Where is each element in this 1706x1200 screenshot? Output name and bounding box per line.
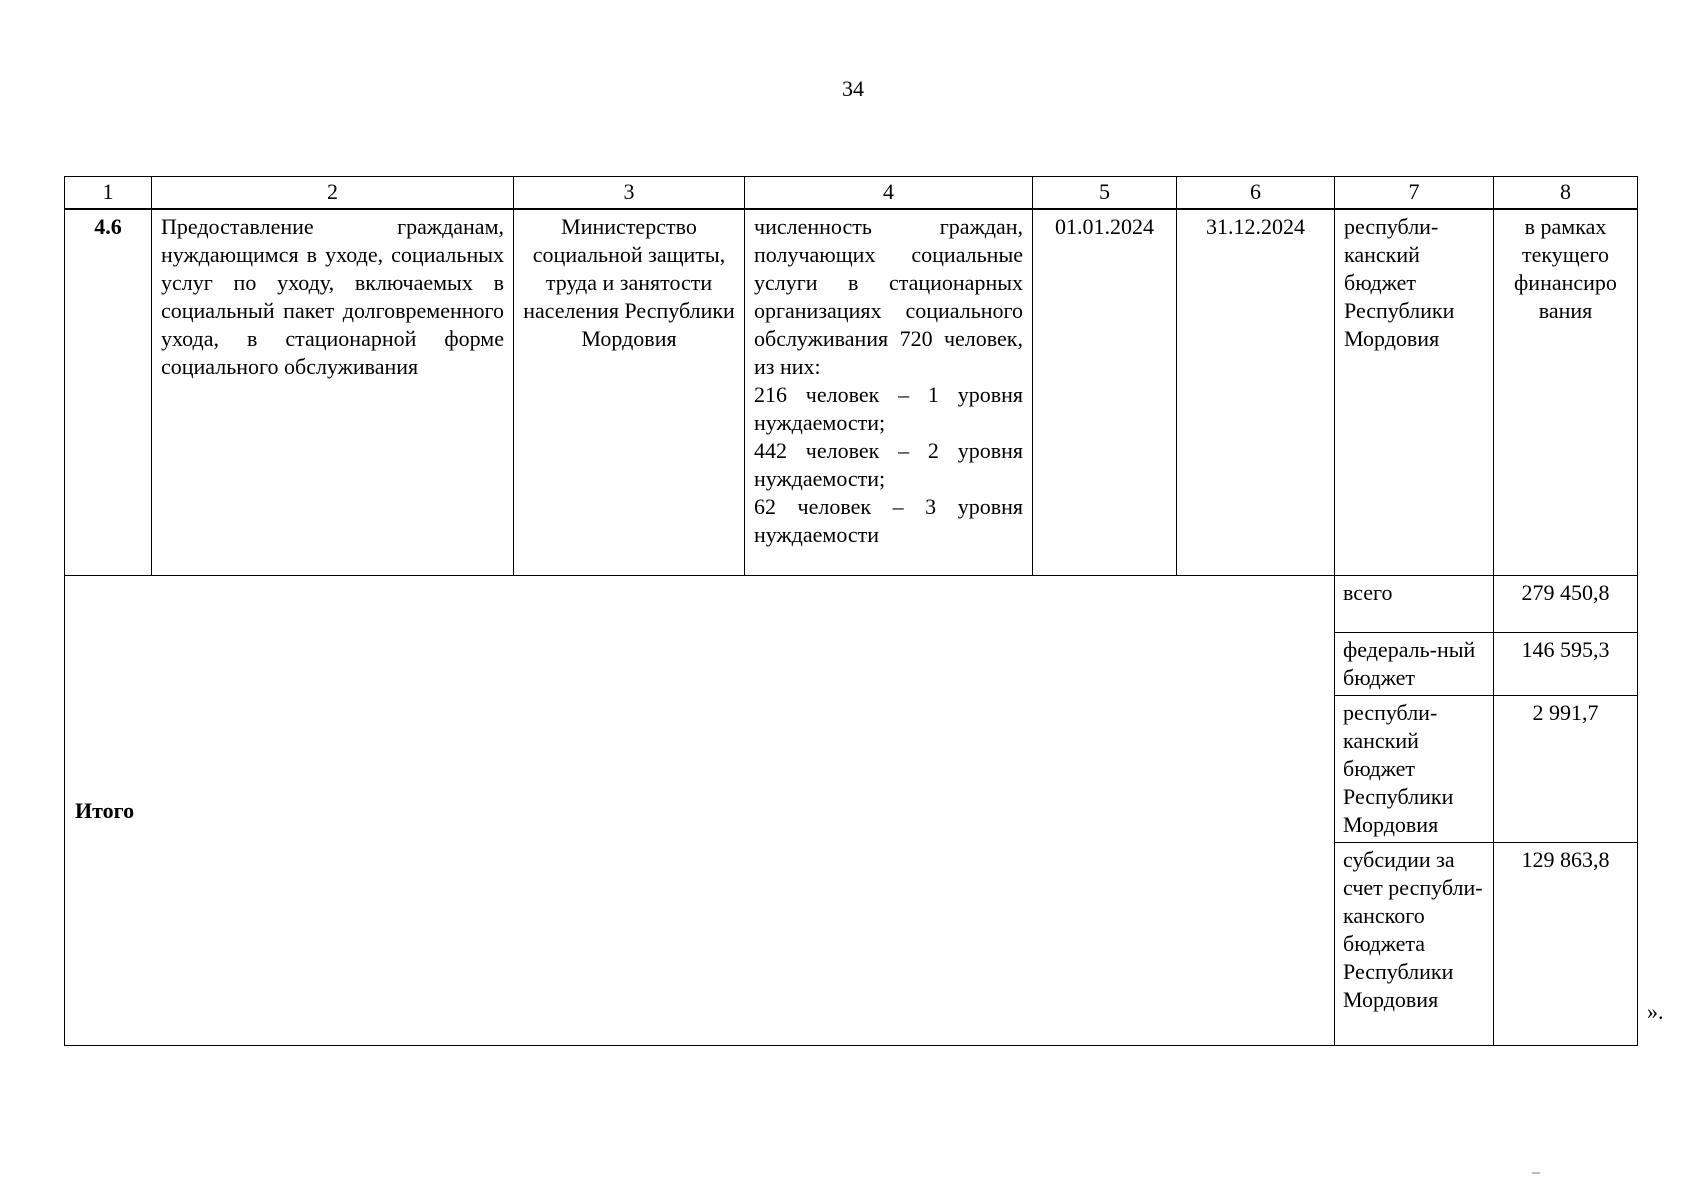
total-value: 2 991,7 [1494,696,1638,843]
total-value: 146 595,3 [1494,633,1638,696]
total-value: 129 863,8 [1494,843,1638,1046]
column-number: 8 [1494,177,1638,210]
indicator-line: 442 человек – 2 уровня нуждаемости; [754,438,1023,491]
column-number-row [65,177,1638,210]
closing-quote: ». [1647,999,1664,1024]
end-date: 31.12.2024 [1177,209,1335,576]
table-row [65,209,1638,576]
column-number: 2 [152,177,514,210]
page-number: 34 [842,76,864,101]
total-category: федераль-ный бюджет [1335,633,1494,696]
indicator-cell [745,209,1033,576]
funding-amount: в рамках текущего финансиро вания [1494,209,1638,576]
indicator-line: численность граждан, получающих социальные услуги в стационарных организациях социального обслуживания 720 человек, из них: [754,214,1023,379]
column-number: 5 [1033,177,1177,210]
total-row [65,576,1638,633]
total-category: всего [1335,576,1494,633]
row-number: 4.6 [65,209,152,576]
indicator-line: 62 человек – 3 уровня нуждаемости [754,494,1023,547]
column-number: 4 [745,177,1033,210]
column-number: 7 [1335,177,1494,210]
scan-artifact [1532,1172,1540,1174]
program-activities-table [64,176,1638,1046]
column-number: 1 [65,177,152,210]
start-date: 01.01.2024 [1033,209,1177,576]
total-label: Итого [65,576,1335,1046]
total-value: 279 450,8 [1494,576,1638,633]
column-number: 3 [514,177,745,210]
funding-source: республи-канский бюджет Республики Мордовия [1335,209,1494,576]
column-number: 6 [1177,177,1335,210]
activity-description: Предоставление гражданам, нуждающимся в уходе, социальных услуг по уходу, включаемых в социальный пакет долговременного ухода, в стационарной форме социального обслуживания [152,209,514,576]
responsible-executor: Министерство социальной защиты, труда и занятости населения Республики Мордовия [514,209,745,576]
indicator-line: 216 человек – 1 уровня нуждаемости; [754,382,1023,435]
total-category: субсидии за счет республи-канского бюджета Республики Мордовия [1335,843,1494,1046]
total-category: республи-канский бюджет Республики Мордовия [1335,696,1494,843]
